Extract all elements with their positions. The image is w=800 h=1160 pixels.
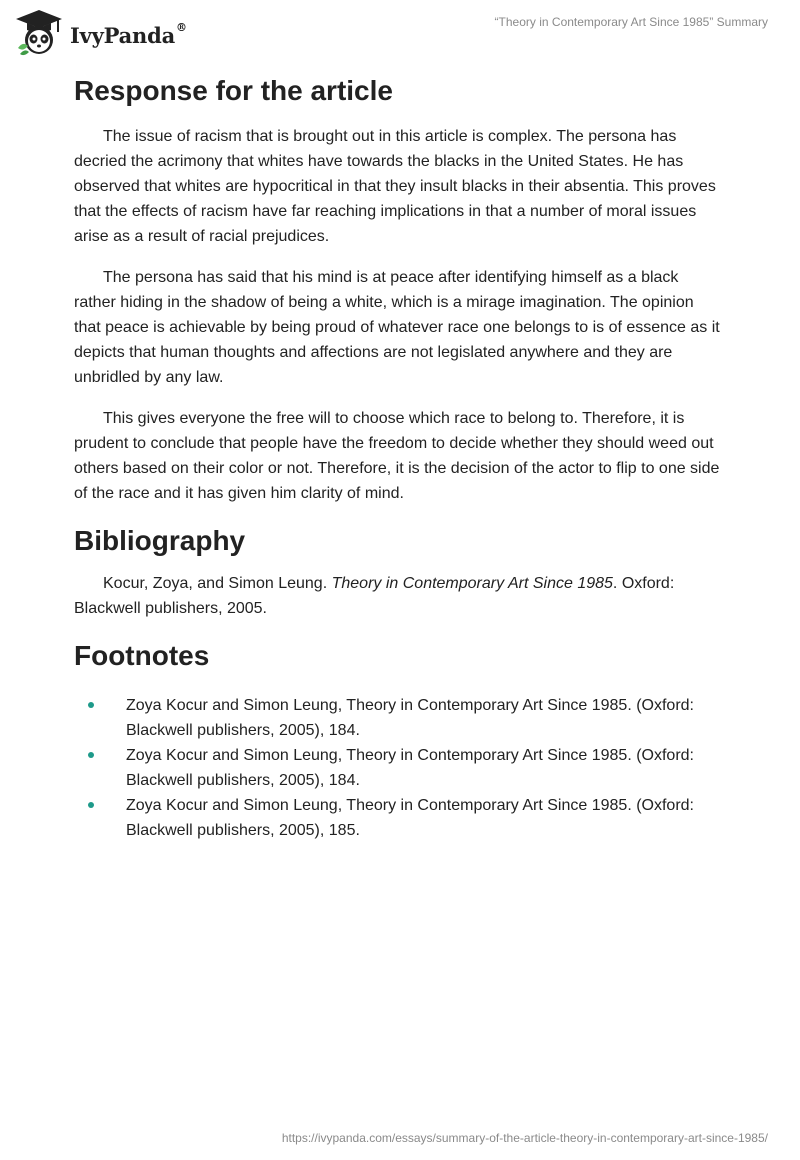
bibliography-title: Theory in Contemporary Art Since 1985 (331, 575, 613, 593)
footnote-item (74, 693, 724, 743)
ivypanda-logo[interactable] (14, 8, 187, 56)
heading-footnotes: Footnotes (74, 640, 210, 672)
bibliography-publisher: . Oxford: Blackwell publishers, 2005. (74, 575, 675, 618)
source-url[interactable]: https://ivypanda.com/essays/summary-of-the-article-theory-in-contemporary-art-since-1985/ (281, 1131, 768, 1145)
footnote-text: Zoya Kocur and Simon Leung, Theory in Contemporary Art Since 1985. (Oxford: Blackwell publishers, 2005), 184. (126, 746, 694, 789)
footnote-text: Zoya Kocur and Simon Leung, Theory in Contemporary Art Since 1985. (Oxford: Blackwell publishers, 2005), 184. (126, 696, 694, 739)
heading-bibliography: Bibliography (74, 524, 246, 556)
article-content (74, 70, 724, 843)
bibliography-entry (74, 571, 724, 621)
document-title: “Theory in Contemporary Art Since 1985” Summary (494, 15, 768, 29)
bullet-dot-icon (88, 702, 94, 708)
bullet-dot-icon (88, 752, 94, 758)
response-paragraph: The persona has said that his mind is at peace after identifying himself as a black rather hiding in the shadow of being a white, which is a mirage imagination. The opinion that peace is achievable by being proud of whatever race one belongs to is of essence as it depicts that human thoughts and affections are not legislated anywhere and they are unbridled by any law. (74, 268, 720, 386)
page-header (0, 0, 800, 62)
brand-name: IvyPanda® (70, 20, 187, 48)
footnote-item (74, 793, 724, 843)
panda-logo-icon (14, 8, 64, 56)
registered-mark: ® (176, 20, 187, 34)
bullet-dot-icon (88, 802, 94, 808)
response-paragraph: The issue of racism that is brought out in this article is complex. The persona has decried the acrimony that whites have towards the blacks in the United States. He has observed that whites are hypocritical in that they insult blacks in their absentia. This proves that the effects of racism have far reaching implications in that a number of moral issues arise as a result of racial prejudices. (74, 127, 716, 245)
heading-response: Response for the article (74, 75, 393, 106)
footnotes-list (74, 693, 724, 843)
footnote-text: Zoya Kocur and Simon Leung, Theory in Contemporary Art Since 1985. (Oxford: Blackwell publishers, 2005), 185. (126, 796, 694, 839)
bibliography-authors: Kocur, Zoya, and Simon Leung. (103, 575, 332, 593)
footnote-item (74, 743, 724, 793)
response-paragraph: This gives everyone the free will to choose which race to belong to. Therefore, it is prudent to conclude that people have the freedom to decide whether they should weed out others based on their color or not. Therefore, it is the decision of the actor to flip to one side of the race and it has given him clarity of mind. (74, 409, 720, 502)
